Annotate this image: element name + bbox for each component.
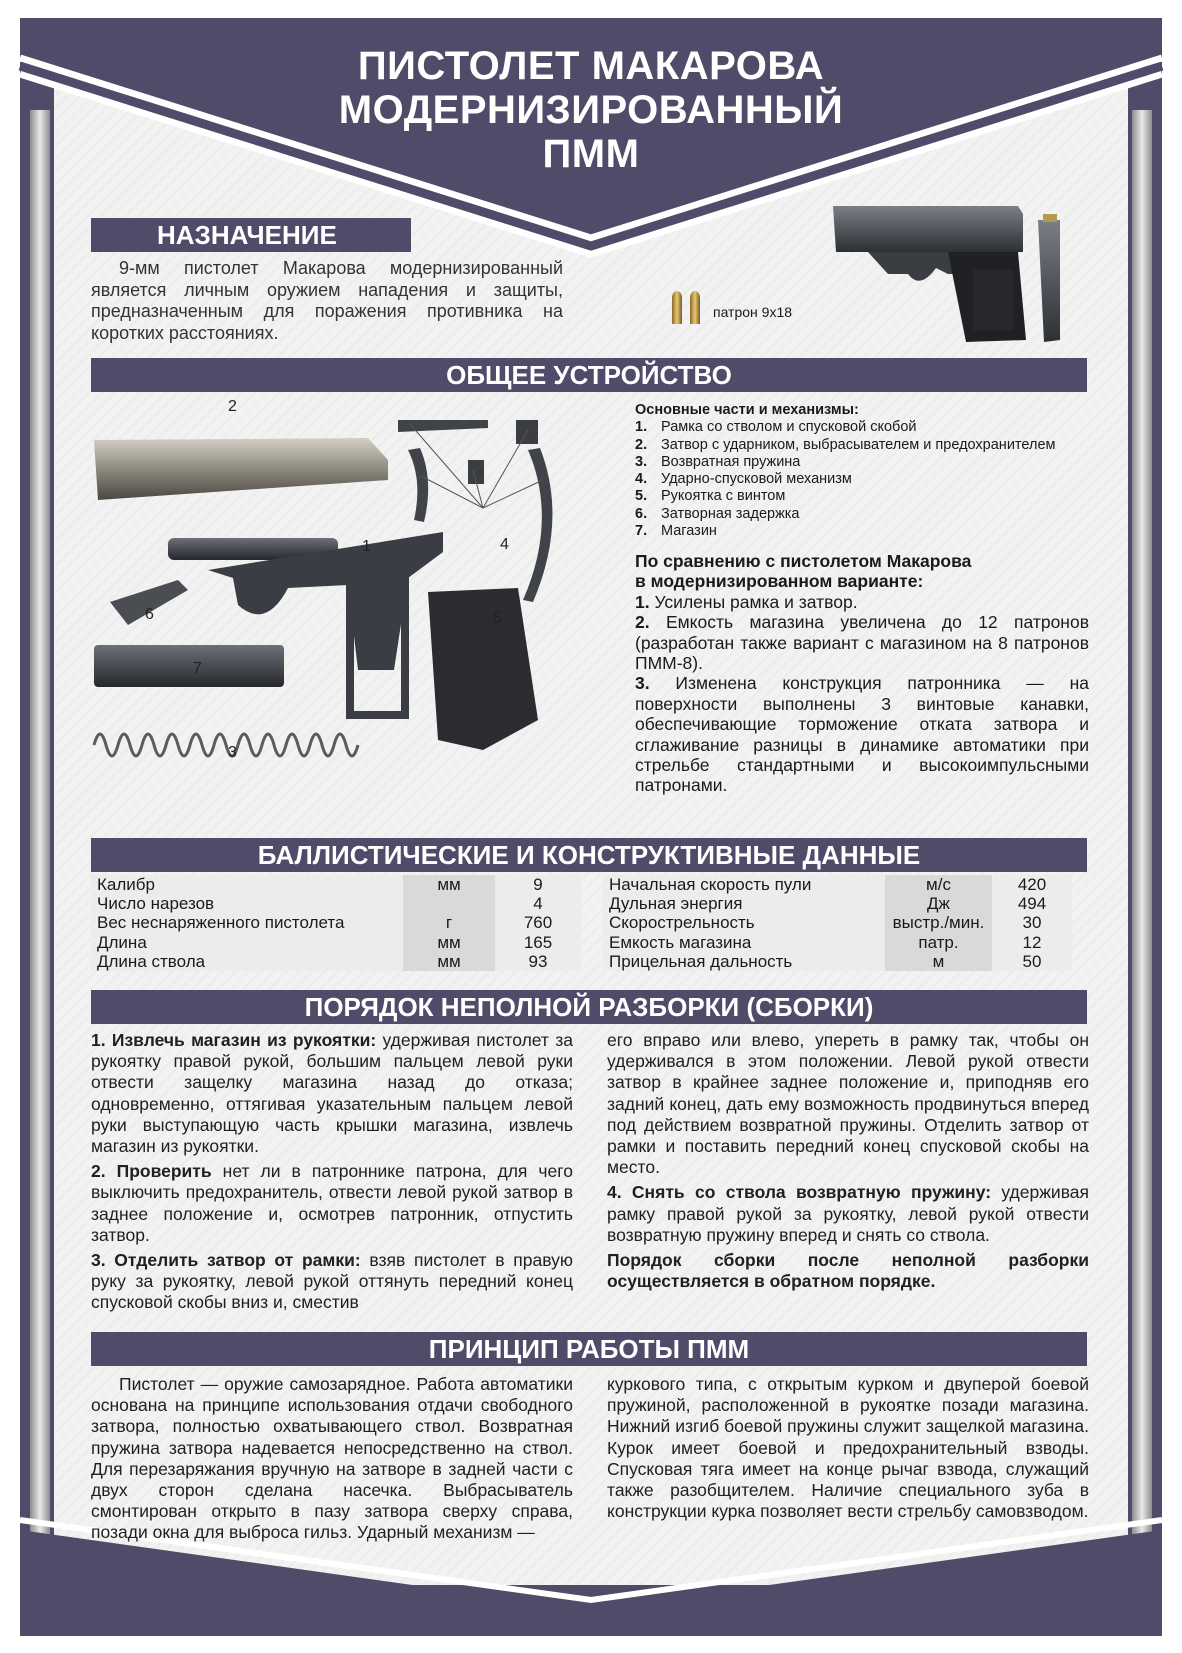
comparison-title: По сравнению с пистолетом Макарова в модернизированном варианте: [635,551,972,592]
assembly-note: Порядок сборки после неполной разборки осуществляется в обратном порядке. [607,1250,1089,1292]
slide-shape [94,438,388,500]
general-heading: ОБЩЕЕ УСТРОЙСТВО [91,358,1087,392]
list-item: 2. Емкость магазина увеличена до 12 патронов (разработан также вариант с магазином на 8 патронов ПММ-8). [635,612,1089,674]
table-row: Емкость магазина патр. 12 [603,933,1072,952]
table-row: Число нарезов 4 [91,894,581,913]
parts-diagram [88,420,618,800]
diagram-label-2: 2 [228,398,237,415]
principle-col-1: Пистолет — оружие самозарядное. Работа автоматики основана на принципе использования отдачи свободного затвора, полностью охватывающего ствол. Возвратная пружина затвора надевается непосредственно на ствол. Для перезаряжания вручную на затворе в задней части с двух сторон сделана насечка. Выбрасыватель смонтирован открыто в пазу затвора сверху справа, позади окна для выброса гильз. Ударный механизм — [91,1374,573,1543]
diagram-label-7: 7 [193,660,202,677]
diagram-label-1: 1 [362,538,371,555]
principle-heading: ПРИНЦИП РАБОТЫ ПММ [91,1332,1087,1366]
table-row: Начальная скорость пули м/с 420 [603,875,1072,894]
comparison-block [635,551,1089,796]
list-item: 5. Рукоятка с винтом [635,488,786,505]
table-row: Длина ствола мм 93 [91,952,581,971]
table-row: Длина мм 165 [91,933,581,952]
diagram-label-4: 4 [500,536,509,553]
table-row: Прицельная дальность м 50 [603,952,1072,971]
table-row: Вес неснаряженного пистолета г 760 [91,913,581,932]
diagram-label-6: 6 [145,606,154,623]
specs-table-right [603,875,1072,971]
diagram-label-3: 3 [228,744,237,761]
list-item: 6. Затворная задержка [635,505,800,522]
diagram-label-5: 5 [493,610,502,627]
pistol-image [828,200,1098,350]
list-item: 7. Магазин [635,523,717,540]
table-row: Калибр мм 9 [91,875,581,894]
principle-col-2: куркового типа, с открытым курком и двуперой боевой пружиной, расположенной в рукоятке позади магазина. Нижний изгиб боевой пружины служит защелкой магазина. Курок имеет боевой и предохранительный взводы. Спусковая тяга имеет на конце рычаг взвода, служащий также разобщителем. Наличие специального зуба в конструкции курка позволяет вести стрельбу самовзводом. [607,1374,1089,1522]
table-row: Скорострельность выстр./мин. 30 [603,913,1072,932]
cartridge-label: патрон 9х18 [713,304,793,320]
list-item: 3. Возвратная пружина [635,453,801,470]
page-title: ПИСТОЛЕТ МАКАРОВА МОДЕРНИЗИРОВАННЫЙ ПММ [338,44,844,176]
list-item: 4. Ударно-спусковой механизм [635,471,852,488]
disassembly-col-2: его вправо или влево, упереть в рамку так, чтобы он удерживался в этом положении. Левой рукой отвести затвор в крайнее заднее положение и, приподняв его задний конец, дать ему возможность продвинуться вперед под действием возвратной пружины. Отделить затвор от рамки и поставить передний конец спусковой скобы на место. 4. Снять со ствола возвратную пружину: удерживая рамку правой рукой за рукоятку, левой рукой отвести возвратную пружину вперед и снять со ствола. Порядок сборки после неполной разборки осуществляется в обратном порядке. [607,1030,1090,1292]
purpose-text: 9-мм пистолет Макарова модернизированный является личным оружием нападения и защиты, предназначенным для поражения противника на коротких расстояниях. [91,258,563,343]
disassembly-heading: ПОРЯДОК НЕПОЛНОЙ РАЗБОРКИ (СБОРКИ) [91,990,1087,1024]
list-item: 2. Затвор с ударником, выбрасывателем и предохранителем [635,436,1056,453]
parts-list [635,402,1085,540]
disassembly-col-1: 1. Извлечь магазин из рукоятки: удерживая пистолет за рукоятку правой рукой, большим пальцем левой руки отвести защелку магазина назад до отказа; одновременно, оттягивая указательным пальцем левой руки выступающую часть крышки магазина, извлечь магазин из рукоятки. 2. Проверить нет ли в патроннике патрона, для чего выключить предохранитель, отвести левой рукой затвор в заднее положение и, осмотрев патронник, отпустить затвор. 3. Отделить затвор от рамки: взяв пистолет в правую руку за рукоятку, левой рукой оттянуть передний конец спусковой скобы вниз и, сместив [91,1030,574,1313]
list-item: 1. Рамка со стволом и спусковой скобой [635,419,917,436]
specs-heading: БАЛЛИСТИЧЕСКИЕ И КОНСТРУКТИВНЫЕ ДАННЫЕ [91,838,1087,872]
right-rail [1132,110,1152,1580]
specs-table-left [91,875,581,971]
parts-title: Основные части и механизмы: [635,402,859,418]
cartridge-image [668,290,710,326]
list-item: 1. Усилены рамка и затвор. [635,591,858,612]
left-rail [30,110,50,1580]
list-item: 3. Изменена конструкция патронника — на поверхности выполнены 3 винтовые канавки, обеспечивающие торможение отката затвора и сглаживание разницы в динамике автоматики при стрельбе стандартными и высокоимпульсными патронами. [635,673,1089,796]
table-row: Дульная энергия Дж 494 [603,894,1072,913]
purpose-heading: НАЗНАЧЕНИЕ [91,218,411,252]
